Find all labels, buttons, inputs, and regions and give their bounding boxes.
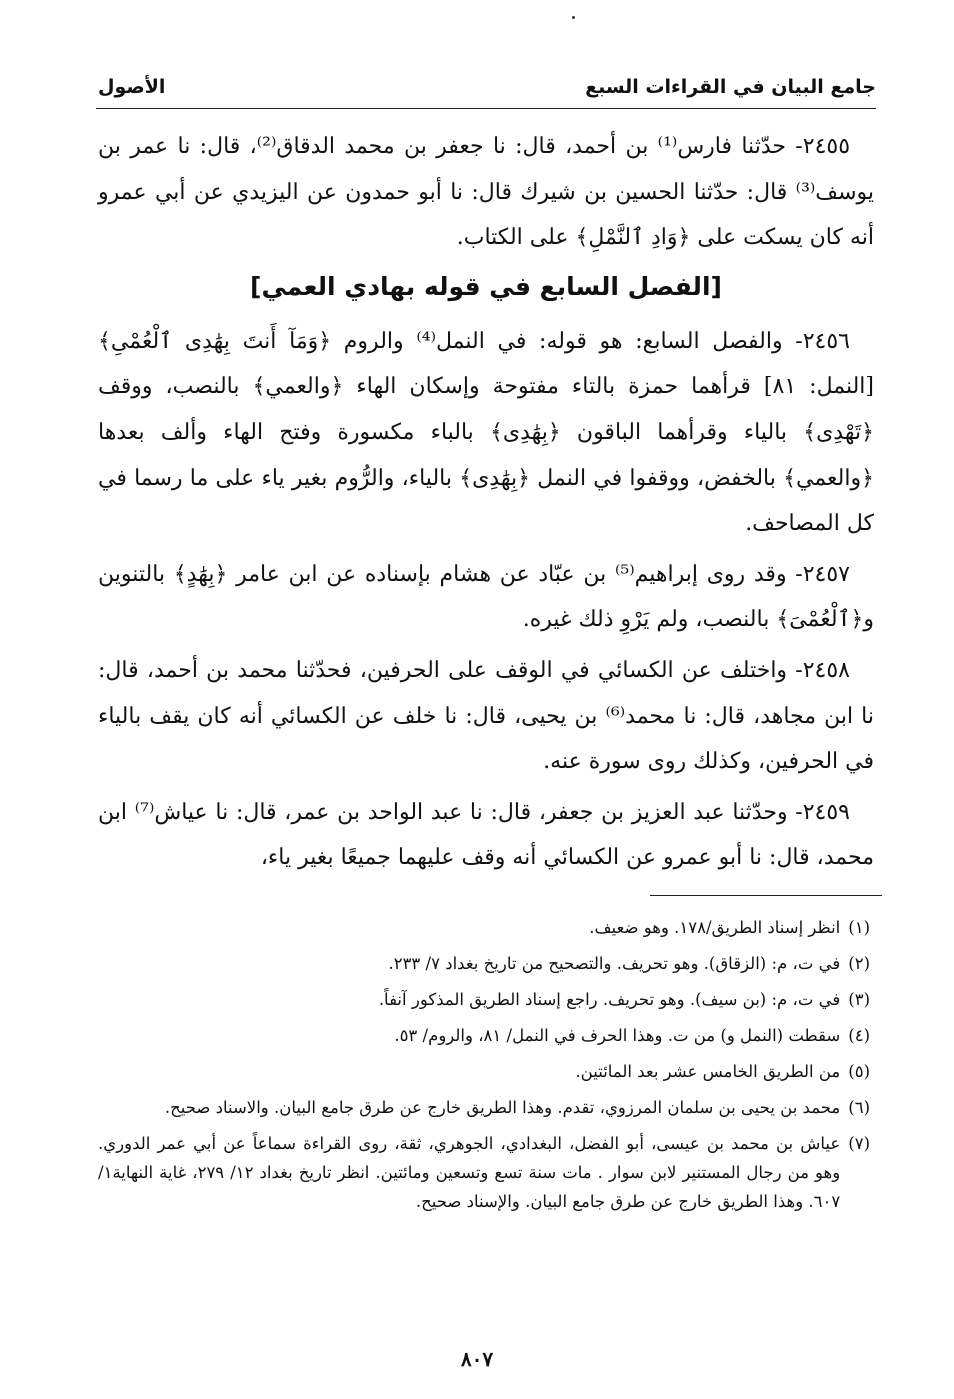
footnote-text: محمد بن يحيى بن سلمان المرزوي، تقدم. وهذا الطريق خارج عن طرق جامع البيان. والاسناد صحيح. <box>164 1098 841 1117</box>
footnote <box>98 1021 870 1050</box>
footnote-text: سقطت (النمل و) من ت. وهذا الحرف في النمل/ ٨١، والروم/ ٥٣. <box>394 1026 841 1045</box>
section-title: [الفصل السابع في قوله بهادي العمي] <box>250 271 722 301</box>
footnote-number: (٢) <box>848 954 870 973</box>
footnote-text: انظر إسناد الطريق/١٧٨. وهو ضعيف. <box>589 918 841 937</box>
footnote-number: (٦) <box>848 1098 870 1117</box>
main-text <box>98 124 874 886</box>
footnote-text: عياش بن محمد بن عيسى، أبو الفضل، البغدادي، الجوهري، ثقة، روى القراءة سماعاً عن أبي عمر الدوري. وهو من رجال المستنير لابن سوار . مات سنة تسع وتسعين ومائتين. انظر تاريخ بغداد ١٢/ ٢٧٩، غاية النهاية١/ ٦٠٧. وهذا الطريق خارج عن طرق جامع البيان. والإسناد صحيح. <box>98 1134 841 1211</box>
footnote-number: (٤) <box>848 1026 870 1045</box>
running-header <box>98 70 876 104</box>
footnote <box>98 949 870 978</box>
footnote-number: (٧) <box>848 1134 870 1153</box>
footnote <box>98 913 870 942</box>
scan-dot <box>572 16 575 19</box>
paragraph-2459: ٢٤٥٩- وحدّثنا عبد العزيز بن جعفر، قال: نا عبد الواحد بن عمر، قال: نا عياش⁽⁷⁾ ابن محمد، قال: نا أبو عمرو عن الكسائي أنه وقف عليهما جميعًا بغير ياء، <box>98 799 874 871</box>
footnote-number: (١) <box>848 918 870 937</box>
footnote-text: في ت، م: (بن سيف). وهو تحريف. راجع إسناد الطريق المذكور آنفاً. <box>378 990 841 1009</box>
footnote <box>98 985 870 1014</box>
footnote-number: (٣) <box>848 990 870 1009</box>
paragraph-2457: ٢٤٥٧- وقد روى إبراهيم⁽⁵⁾ بن عبّاد عن هشام بإسناده عن ابن عامر ﴿بِهَٰدٍ﴾ بالتنوين و﴿ٱلْعُمْىَ﴾ بالنصب، ولم يَرْوِ ذلك غيره. <box>98 561 874 633</box>
book-title: جامع البيان في القراءات السبع <box>585 76 876 98</box>
section-name: الأصول <box>98 76 166 98</box>
footnote-divider <box>650 895 882 896</box>
paragraph-2456: ٢٤٥٦- والفصل السابع: هو قوله: في النمل⁽⁴⁾ والروم ﴿وَمَآ أَنتَ بِهَٰدِى ٱلْعُمْىِ﴾ [النمل: ٨١] قرأهما حمزة بالتاء مفتوحة وإسكان الهاء ﴿والعمي﴾ بالنصب، ووقف ﴿تَهْدِى﴾ بالياء وقرأهما الباقون ﴿بِهَٰدِى﴾ بالباء مكسورة وفتح الهاء وألف بعدها ﴿والعمي﴾ بالخفض، ووقفوا في النمل ﴿بِهَٰدِى﴾ بالياء، والرُّوم بغير ياء على ما رسما في كل المصاحف. <box>98 328 874 537</box>
page-number: ٨٠٧ <box>460 1347 494 1371</box>
footnote <box>98 1129 870 1216</box>
footnotes <box>98 913 870 1223</box>
paragraph-2458: ٢٤٥٨- واختلف عن الكسائي في الوقف على الحرفين، فحدّثنا محمد بن أحمد، قال: نا ابن مجاهد، قال: نا محمد⁽⁶⁾ بن يحيى، قال: نا خلف عن الكسائي أنه كان يقف بالياء في الحرفين، وكذلك روى سورة عنه. <box>98 657 875 775</box>
footnote-text: من الطريق الخامس عشر بعد المائتين. <box>575 1062 841 1081</box>
footnote-text: في ت، م: (الزقاق). وهو تحريف. والتصحيح من تاريخ بغداد ٧/ ٢٣٣. <box>388 954 841 973</box>
footnote <box>98 1093 870 1122</box>
paragraph-2455: ٢٤٥٥- حدّثنا فارس⁽¹⁾ بن أحمد، قال: نا جعفر بن محمد الدقاق⁽²⁾، قال: نا عمر بن يوسف⁽³⁾ قال: حدّثنا الحسين بن شيرك قال: نا أبو حمدون عن اليزيدي عن أبي عمرو أنه كان يسكت على ﴿وَادِ ٱلنَّمْلِ﴾ على الكتاب. <box>98 134 874 251</box>
footnote-number: (٥) <box>848 1062 870 1081</box>
header-rule <box>96 108 876 109</box>
footnote <box>98 1057 870 1086</box>
